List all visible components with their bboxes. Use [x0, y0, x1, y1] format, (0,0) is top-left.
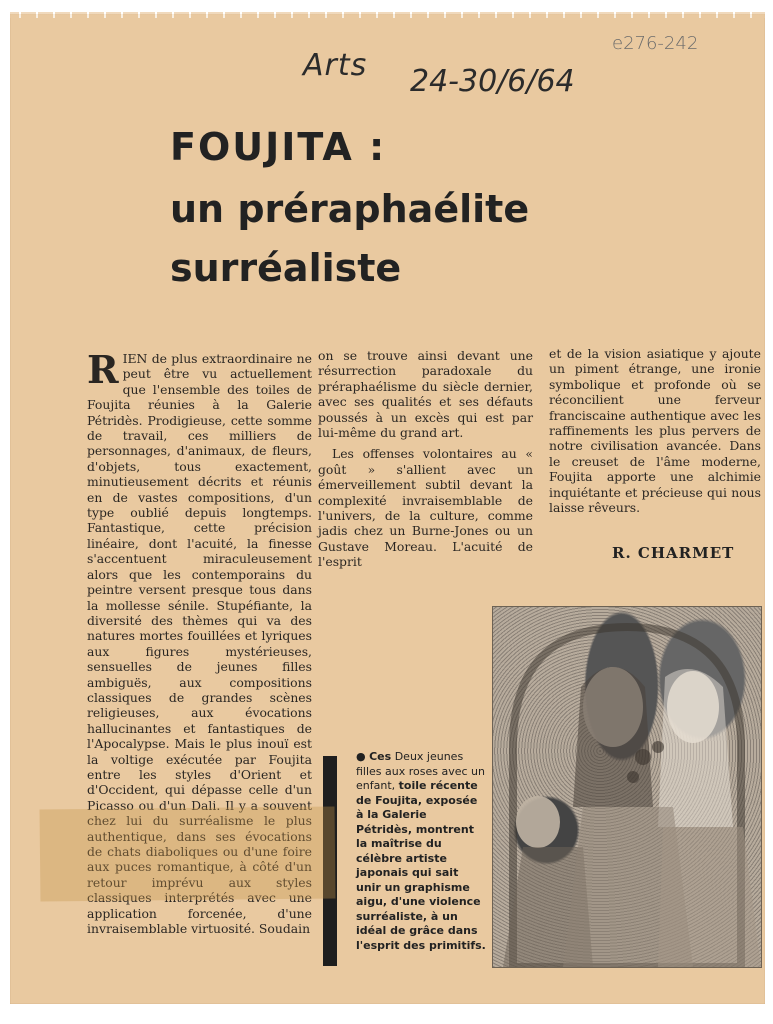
author-signature: R. CHARMET	[612, 544, 735, 562]
handwritten-source: Arts	[303, 48, 368, 83]
headline-line-2: un préraphaélite	[170, 186, 530, 231]
drop-cap: R	[87, 347, 119, 392]
photo-caption	[356, 750, 486, 953]
caption-text: Deux jeunes filles aux roses avec un enfant,	[356, 750, 485, 792]
column-3-text: et de la vision asiatique y ajoute un piment étrange, une ironie symbolique et profonde où se réconcilient une ferveur franciscaine authentique avec les raffinements les plus pervers de notre civilisation avancée. Dans le creuset de l'âme moderne, Foujita apporte une alchimie inquiétante et précieuse qui nous laisse rêveurs.	[549, 346, 761, 516]
headline-line-3: surréaliste	[170, 246, 402, 291]
caption-text-bold: toile récente de Foujita, exposée à la Galerie Pétridès, montrent la maîtrise du célèbre artiste japonais qui sait unir un graphisme aigu, d'une violence surréaliste, à un idéal de grâce dans l'esprit des primitifs.	[356, 779, 486, 952]
article-column-2	[318, 348, 533, 576]
caption-bullet: ●	[356, 750, 366, 763]
handwritten-date: 24-30/6/64	[410, 64, 575, 99]
painting-photo	[492, 606, 762, 968]
headline	[170, 126, 730, 291]
article-column-3	[549, 346, 761, 521]
headline-line-1: FOUJITA :	[170, 125, 387, 169]
painting-figures	[493, 607, 761, 967]
adhesive-tape	[40, 806, 336, 901]
column-2-paragraph-2: Les offenses volontaires au « goût » s'allient avec un émerveillement subtil devant la complexité invraisemblable de l'univers, de la culture, comme jadis chez un Burne-Jones ou un Gustave Moreau. L'acuité de l'esprit	[318, 446, 533, 570]
caption-lead: Ces	[369, 750, 392, 763]
column-2-paragraph-1: on se trouve ainsi devant une résurrection paradoxale du préraphaélisme du siècle dernier, avec ses qualités et ses défauts poussés à un excès qui est par lui-même du grand art.	[318, 348, 533, 441]
torn-edge	[10, 12, 765, 18]
column-1-text: IEN de plus extraordinaire ne peut être vu actuellement que l'ensemble des toiles de Foujita réunies à la Galerie Pétridès. Prodigieuse, cette somme de travail, ces milliers de personnages, d'animaux, de fleurs, d'objets, tous exactement, minutieusement décrits et réunis en de vastes compositions, d'un type oublié depuis longtemps. Fantastique, cette précision linéaire, dont l'acuité, la finesse s'accentuent miraculeusement alors que les contemporains du peintre versent presque tous dans la mollesse sénile. Stupéfiante, la diversité des thèmes qui va des natures mortes fouillées et lyriques aux figures mystérieuses, sensuelles de jeunes filles ambiguës, aux compositions classiques de grandes scènes religieuses, aux évocations hallucinantes et fantastiques de l'Apocalypse. Mais le plus inouï est la voltige exécutée par Foujita entre les styles d'Orient et d'Occident, qui dépasse celle d'un Picasso ou d'un Dali. Il y a souvent chez lui du surréalisme le plus authentique, dans ses évocations de chats diaboliques ou d'une foire aux puces romantique, à côté d'un retour imprévu aux styles classiques interprétés avec une application forcenée, d'une invraisemblable virtuosité. Soudain	[87, 351, 312, 937]
archive-reference: e276-242	[612, 33, 699, 54]
